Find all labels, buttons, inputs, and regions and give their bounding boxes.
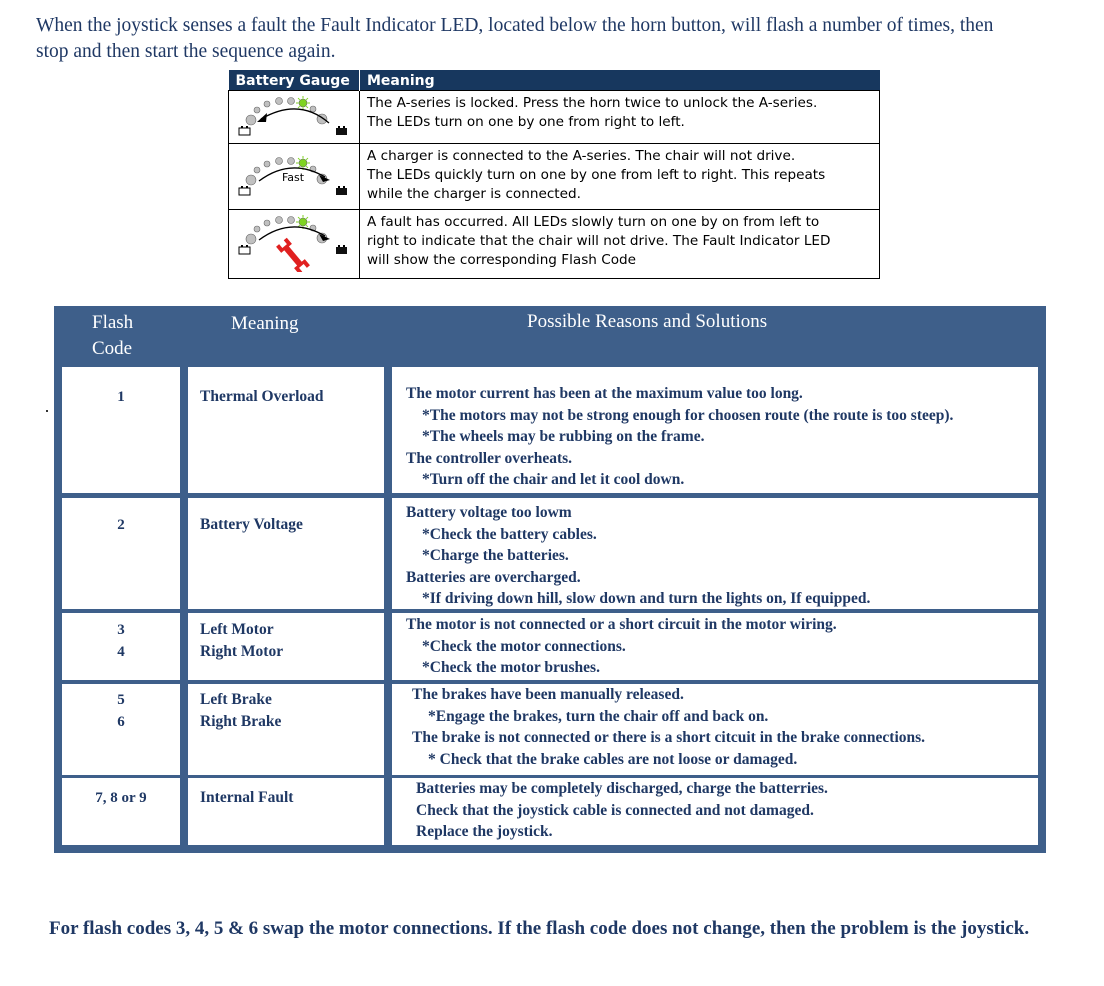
flash-code-value: 6 bbox=[117, 714, 125, 730]
gauge-icon-cell bbox=[229, 144, 360, 210]
flash-code-value: 1 bbox=[117, 389, 125, 405]
flash-reasons-cell bbox=[392, 778, 1038, 845]
header-flash-code-line1: Flash bbox=[92, 312, 134, 333]
led-idle bbox=[246, 115, 256, 125]
meaning-line: A charger is connected to the A-series. The chair will not drive. bbox=[367, 148, 796, 164]
flash-code-cell bbox=[62, 778, 180, 845]
led-ray bbox=[298, 106, 300, 108]
header-meaning: Meaning bbox=[360, 70, 880, 91]
meaning-line: A fault has occurred. All LEDs slowly turn on one by on from left to bbox=[367, 214, 820, 230]
reason-line: Batteries are overcharged. bbox=[406, 568, 581, 586]
flash-code-value: 4 bbox=[117, 644, 125, 660]
gauge-icon-cell bbox=[229, 210, 360, 279]
flash-code-value: 3 bbox=[117, 622, 125, 638]
reason-line: The motor current has been at the maximum value too long. bbox=[406, 385, 803, 402]
solution-line: *Engage the brakes, turn the chair off and back on. bbox=[428, 707, 769, 725]
solution-line: *Turn off the chair and let it cool down. bbox=[422, 471, 685, 488]
led-idle bbox=[276, 157, 283, 164]
flash-code-value: 5 bbox=[117, 692, 125, 708]
solution-line: *The motors may not be strong enough for choosen route (the route is too steep). bbox=[422, 406, 954, 424]
gauge-arrow-left-to-right-wrench-icon bbox=[229, 210, 359, 272]
led-idle bbox=[310, 106, 316, 112]
reason-line: The brake is not connected or there is a short citcuit in the brake connections. bbox=[412, 729, 926, 746]
gauge-arrow-left-to-right-fast-icon bbox=[229, 151, 359, 197]
flash-code-cell bbox=[62, 684, 180, 775]
led-idle bbox=[264, 220, 270, 226]
led-idle bbox=[246, 234, 256, 244]
header-meaning: Meaning bbox=[231, 313, 299, 334]
flash-code-cell bbox=[62, 367, 180, 493]
flash-code-value: 2 bbox=[117, 517, 125, 533]
solution-line: *If driving down hill, slow down and turn the lights on, If equipped. bbox=[422, 590, 871, 607]
led-ray bbox=[306, 158, 308, 160]
intro-line-2: stop and then start the sequence again. bbox=[36, 41, 336, 62]
flash-code-cell bbox=[62, 498, 180, 609]
led-idle bbox=[288, 98, 295, 105]
solution-line: *Charge the batteries. bbox=[422, 547, 569, 564]
meaning-line: while the charger is connected. bbox=[367, 186, 581, 202]
gauge-meaning-charging bbox=[360, 144, 880, 210]
reasons-list bbox=[412, 684, 925, 770]
solution-line: *Check the motor connections. bbox=[422, 637, 626, 655]
flash-code-table bbox=[54, 306, 1046, 853]
led-idle bbox=[276, 98, 283, 105]
flash-meaning-cell bbox=[188, 684, 384, 775]
led-idle bbox=[276, 217, 283, 224]
flash-code-values bbox=[62, 689, 180, 733]
meaning-line: right to indicate that the chair will not drive. The Fault Indicator LED bbox=[367, 233, 831, 249]
flash-meaning-value: Internal Fault bbox=[200, 789, 294, 806]
reason-line: The controller overheats. bbox=[406, 449, 573, 467]
gauge-table-header-row bbox=[229, 70, 880, 91]
battery-gauge-table bbox=[228, 70, 880, 279]
reasons-list bbox=[406, 383, 953, 491]
led-ray bbox=[306, 217, 308, 219]
led-ray bbox=[306, 98, 308, 100]
led-active bbox=[299, 218, 307, 226]
fast-label: Fast bbox=[281, 170, 305, 184]
solution-line: * Check that the brake cables are not loose or damaged. bbox=[428, 750, 798, 768]
wrench-icon bbox=[276, 238, 310, 272]
meaning-line: The LEDs turn on one by one from right to left. bbox=[367, 114, 685, 130]
flash-meaning-cell bbox=[188, 613, 384, 680]
meaning-line: The A-series is locked. Press the horn twice to unlock the A-series. bbox=[367, 95, 818, 111]
gauge-row-locked bbox=[229, 91, 880, 144]
reasons-list bbox=[406, 502, 870, 610]
led-active bbox=[299, 159, 307, 167]
flash-meaning-cell bbox=[188, 498, 384, 609]
flash-reasons-cell bbox=[392, 684, 1038, 775]
gauge-row-charging bbox=[229, 144, 880, 210]
led-ray bbox=[306, 106, 308, 108]
led-ray bbox=[298, 217, 300, 219]
reasons-list bbox=[416, 778, 828, 843]
led-idle bbox=[264, 161, 270, 167]
flash-meaning-cell bbox=[188, 778, 384, 845]
gauge-meaning-fault bbox=[360, 210, 880, 279]
flash-reasons-cell bbox=[392, 613, 1038, 680]
led-idle bbox=[254, 167, 260, 173]
led-idle bbox=[264, 101, 270, 107]
led-idle bbox=[288, 157, 295, 164]
led-idle bbox=[288, 217, 295, 224]
flash-meaning-value: Left Brake bbox=[200, 691, 272, 708]
led-ray bbox=[298, 158, 300, 160]
footer-note: For flash codes 3, 4, 5 & 6 swap the motor connections. If the flash code does not change, then the problem is the joystick. bbox=[49, 918, 1030, 939]
led-ray bbox=[306, 166, 308, 168]
meaning-line: will show the corresponding Flash Code bbox=[367, 252, 637, 268]
flash-reasons-cell bbox=[392, 498, 1038, 609]
header-battery-gauge: Battery Gauge bbox=[229, 70, 360, 91]
solution-line: *Check the motor brushes. bbox=[422, 659, 600, 676]
flash-meaning-value: Left Motor bbox=[200, 621, 274, 638]
flash-code-values bbox=[62, 619, 180, 663]
led-idle bbox=[246, 175, 256, 185]
flash-meaning-values bbox=[200, 619, 283, 663]
flash-meaning-value: Right Brake bbox=[200, 713, 282, 730]
solution-line: *Check the battery cables. bbox=[422, 525, 597, 543]
stray-dot bbox=[46, 410, 48, 412]
flash-code-cell bbox=[62, 613, 180, 680]
intro-line-1: When the joystick senses a fault the Fault Indicator LED, located below the horn button, will flash a number of times, then bbox=[36, 15, 994, 36]
solution-line: *The wheels may be rubbing on the frame. bbox=[422, 428, 705, 445]
flash-meaning-value: Right Motor bbox=[200, 643, 284, 660]
gauge-meaning-locked bbox=[360, 91, 880, 144]
reason-line: Check that the joystick cable is connected and not damaged. bbox=[416, 801, 814, 819]
flash-code-value: 7, 8 or 9 bbox=[95, 790, 147, 806]
reason-line: Battery voltage too lowm bbox=[406, 504, 572, 521]
reason-line: Batteries may be completely discharged, charge the batterries. bbox=[416, 780, 828, 797]
flash-reasons-cell bbox=[392, 367, 1038, 493]
flash-meaning-cell bbox=[188, 367, 384, 493]
header-flash-code-line2: Code bbox=[92, 338, 133, 359]
gauge-row-fault bbox=[229, 210, 880, 279]
led-ray bbox=[298, 98, 300, 100]
led-active bbox=[299, 99, 307, 107]
gauge-icon-cell bbox=[229, 91, 360, 144]
header-possible-reasons: Possible Reasons and Solutions bbox=[527, 311, 768, 332]
gauge-arrow-right-to-left-icon bbox=[229, 91, 359, 137]
reason-line: Replace the joystick. bbox=[416, 823, 553, 840]
reason-line: The motor is not connected or a short circuit in the motor wiring. bbox=[406, 616, 837, 633]
flash-meaning-value: Battery Voltage bbox=[200, 516, 303, 533]
led-ray bbox=[306, 225, 308, 227]
flash-meaning-value: Thermal Overload bbox=[200, 388, 324, 405]
intro-paragraph bbox=[36, 13, 1076, 65]
led-idle bbox=[254, 226, 260, 232]
led-idle bbox=[254, 107, 260, 113]
flash-meaning-values bbox=[200, 689, 281, 733]
header-flash-code bbox=[92, 310, 133, 362]
meaning-line: The LEDs quickly turn on one by one from left to right. This repeats bbox=[367, 167, 826, 183]
reasons-list bbox=[406, 614, 837, 679]
reason-line: The brakes have been manually released. bbox=[412, 686, 684, 703]
